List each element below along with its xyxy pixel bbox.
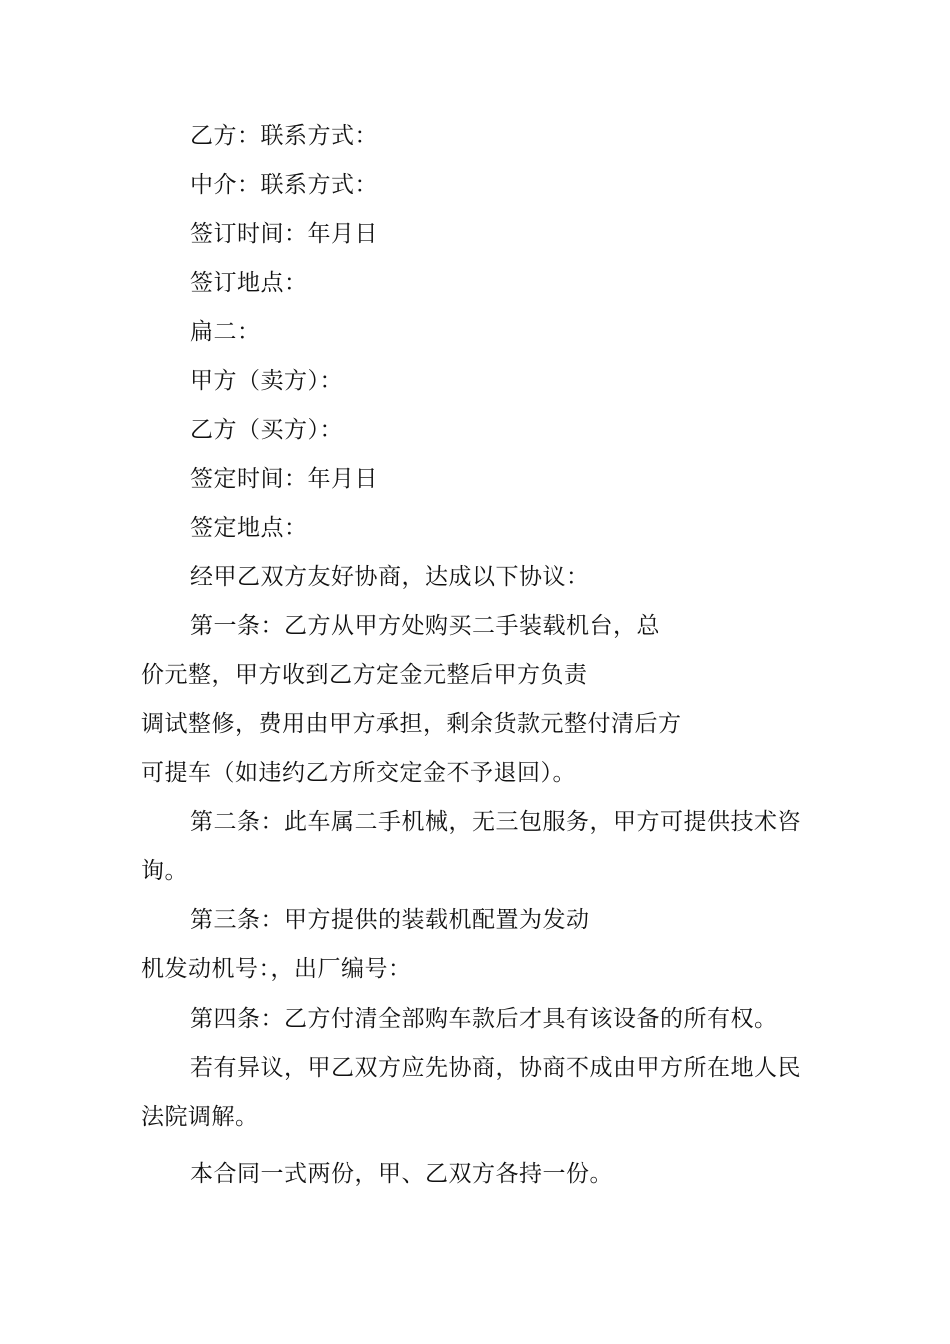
article-3-line-2: 机发动机号：，出厂编号：: [141, 956, 412, 982]
signing-place: 签订地点：: [190, 270, 308, 296]
section-heading: 扁二：: [190, 319, 261, 345]
agreement-time: 签定时间：年月日: [190, 466, 378, 492]
agreement-intro: 经甲乙双方友好协商，达成以下协议：: [190, 564, 590, 590]
copies-clause: 本合同一式两份，甲、乙双方各持一份。: [190, 1161, 613, 1187]
article-1-line-4: 可提车（如违约乙方所交定金不予退回）。: [141, 760, 576, 786]
dispute-line-2: 法院调解。: [141, 1104, 259, 1130]
signing-time: 签订时间：年月日: [190, 221, 378, 247]
article-3-line-1: 第三条：甲方提供的装载机配置为发动: [190, 907, 590, 933]
article-1-line-2: 价元整，甲方收到乙方定金元整后甲方负责: [141, 662, 588, 688]
agreement-place: 签定地点：: [190, 515, 308, 541]
party-a-seller: 甲方（卖方）：: [190, 368, 343, 394]
party-b-contact: 乙方：联系方式：: [190, 123, 378, 149]
dispute-line-1: 若有异议，甲乙双方应先协商，协商不成由甲方所在地人民: [190, 1055, 801, 1081]
article-1-line-1: 第一条：乙方从甲方处购买二手装载机台，总: [190, 613, 660, 639]
article-1-line-3: 调试整修，费用由甲方承担，剩余货款元整付清后方: [141, 711, 682, 737]
article-4: 第四条：乙方付清全部购车款后才具有该设备的所有权。: [190, 1006, 778, 1032]
article-2-line-2: 询。: [141, 858, 188, 884]
party-b-buyer: 乙方（买方）：: [190, 417, 343, 443]
article-2-line-1: 第二条：此车属二手机械，无三包服务，甲方可提供技术咨: [190, 809, 801, 835]
agent-contact: 中介：联系方式：: [190, 172, 378, 198]
